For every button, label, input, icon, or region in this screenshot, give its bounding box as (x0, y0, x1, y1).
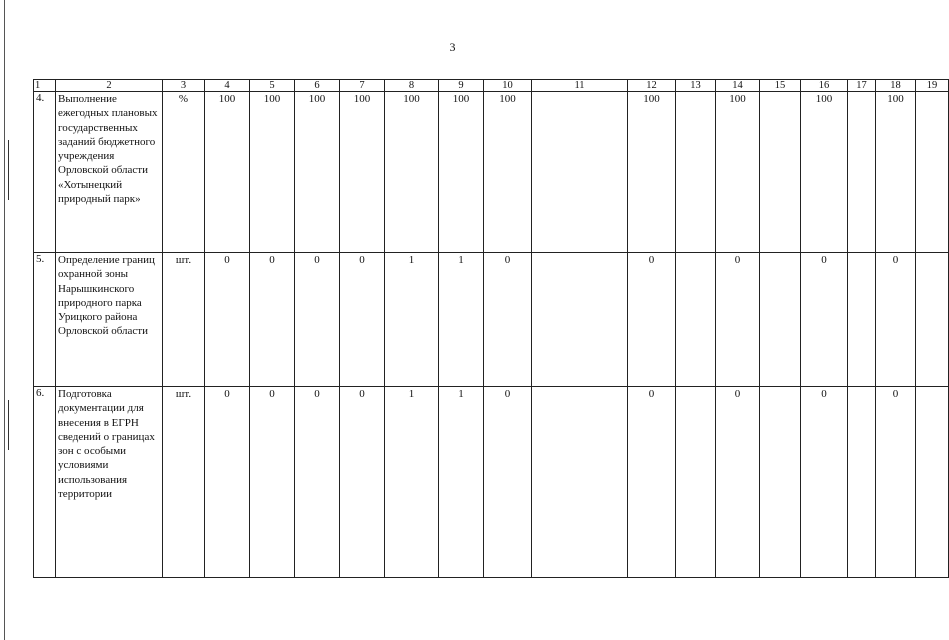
value-cell: 1 (385, 387, 439, 578)
page-number: 3 (449, 40, 456, 54)
column-header: 11 (532, 80, 628, 92)
scan-edge-mark (8, 140, 9, 200)
column-header: 10 (484, 80, 532, 92)
scan-left-edge (4, 0, 5, 640)
value-cell (916, 253, 949, 387)
column-header: 8 (385, 80, 439, 92)
value-cell: 0 (628, 387, 676, 578)
value-cell: 0 (876, 253, 916, 387)
value-cell: 0 (716, 253, 760, 387)
value-cell: 100 (250, 92, 295, 253)
value-cell: 100 (628, 92, 676, 253)
value-cell: 0 (484, 253, 532, 387)
value-cell: 0 (340, 387, 385, 578)
value-cell: 0 (801, 387, 848, 578)
table-row (34, 92, 949, 253)
value-cell (676, 387, 716, 578)
value-cell (676, 92, 716, 253)
column-header: 6 (295, 80, 340, 92)
column-header: 7 (340, 80, 385, 92)
column-header: 19 (916, 80, 949, 92)
indicator-name: Определение границ охранной зоны Нарышкинского природного парка Урицкого района Орловской области (56, 253, 163, 387)
value-cell: 0 (250, 387, 295, 578)
value-cell (848, 253, 876, 387)
value-cell: 0 (295, 387, 340, 578)
column-header: 14 (716, 80, 760, 92)
value-cell: 0 (205, 253, 250, 387)
value-cell: 100 (385, 92, 439, 253)
column-header: 3 (163, 80, 205, 92)
value-cell (676, 253, 716, 387)
column-header: 2 (56, 80, 163, 92)
column-header: 16 (801, 80, 848, 92)
value-cell (532, 387, 628, 578)
value-cell (532, 92, 628, 253)
value-cell (760, 92, 801, 253)
value-cell (916, 387, 949, 578)
value-cell: 0 (801, 253, 848, 387)
indicator-name: Подготовка документации для внесения в ЕГРН сведений о границах зон с особыми условиями использования территории (56, 387, 163, 578)
column-header: 18 (876, 80, 916, 92)
column-header: 5 (250, 80, 295, 92)
value-cell (532, 253, 628, 387)
column-number-row (34, 80, 949, 92)
unit-cell: шт. (163, 253, 205, 387)
scan-edge-mark (8, 400, 9, 450)
value-cell: 0 (250, 253, 295, 387)
value-cell: 0 (716, 387, 760, 578)
column-header: 15 (760, 80, 801, 92)
value-cell (760, 387, 801, 578)
value-cell (916, 92, 949, 253)
value-cell (848, 92, 876, 253)
column-header: 4 (205, 80, 250, 92)
row-number: 4. (34, 92, 56, 253)
value-cell: 100 (716, 92, 760, 253)
value-cell: 0 (628, 253, 676, 387)
value-cell: 0 (484, 387, 532, 578)
value-cell: 100 (340, 92, 385, 253)
value-cell: 0 (340, 253, 385, 387)
indicator-name: Выполнение ежегодных плановых государственных заданий бюджетного учреждения Орловской области «Хотынецкий природный парк» (56, 92, 163, 253)
value-cell: 0 (876, 387, 916, 578)
column-header: 13 (676, 80, 716, 92)
column-header: 17 (848, 80, 876, 92)
table-row (34, 387, 949, 578)
value-cell: 1 (439, 387, 484, 578)
value-cell: 100 (295, 92, 340, 253)
value-cell: 0 (205, 387, 250, 578)
unit-cell: шт. (163, 387, 205, 578)
value-cell: 1 (439, 253, 484, 387)
column-header: 12 (628, 80, 676, 92)
column-header: 9 (439, 80, 484, 92)
unit-cell: % (163, 92, 205, 253)
value-cell: 1 (385, 253, 439, 387)
row-number: 6. (34, 387, 56, 578)
value-cell (848, 387, 876, 578)
value-cell: 100 (205, 92, 250, 253)
data-table (33, 79, 949, 578)
table-row (34, 253, 949, 387)
value-cell: 100 (876, 92, 916, 253)
value-cell: 100 (801, 92, 848, 253)
column-header: 1 (34, 80, 56, 92)
value-cell: 100 (484, 92, 532, 253)
value-cell: 100 (439, 92, 484, 253)
value-cell (760, 253, 801, 387)
value-cell: 0 (295, 253, 340, 387)
row-number: 5. (34, 253, 56, 387)
